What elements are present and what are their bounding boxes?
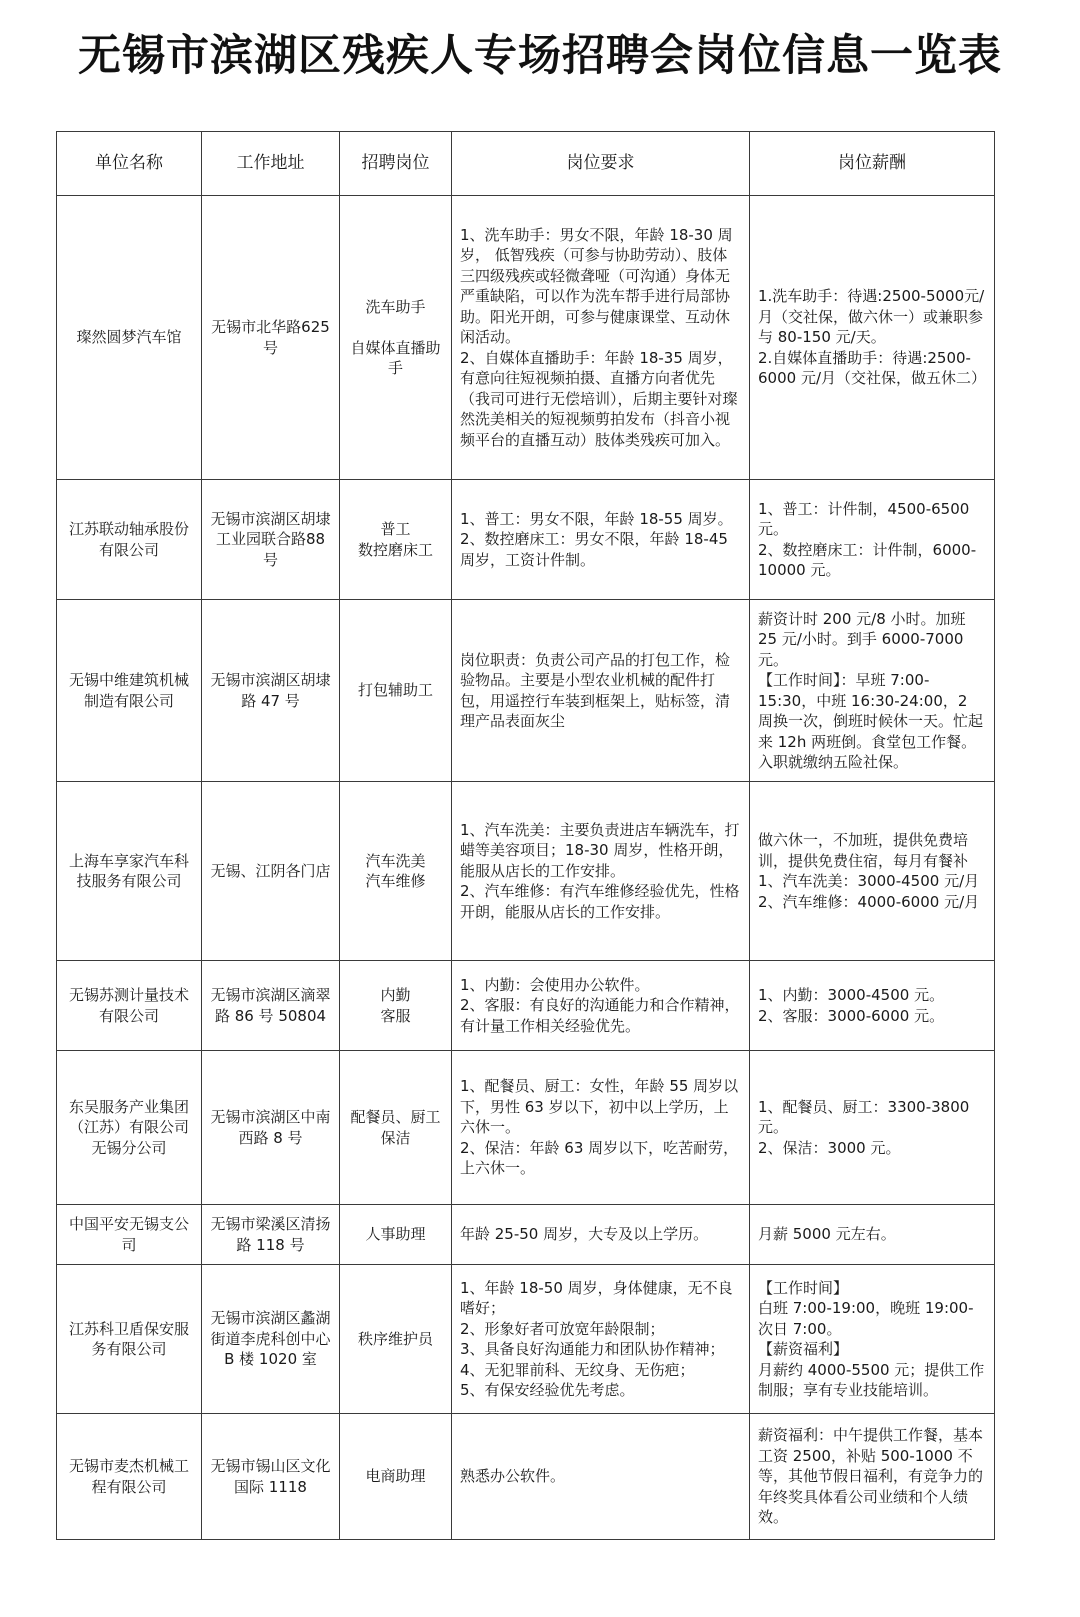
table-row [57,1051,995,1205]
requirements-cell: 1、配餐员、厨工：女性，年龄 55 周岁以下，男性 63 岁以下，初中以上学历，上六休一。 2、保洁：年龄 63 周岁以下，吃苦耐劳，上六休一。 [452,1051,750,1205]
salary-cell: 1、配餐员、厨工：3300-3800 元。 2、保洁：3000 元。 [750,1051,995,1205]
address-cell: 无锡市梁溪区清扬路 118 号 [202,1205,340,1265]
address-cell: 无锡、江阴各门店 [202,782,340,961]
position-cell: 人事助理 [340,1205,452,1265]
company-cell: 无锡市麦杰机械工程有限公司 [57,1414,202,1540]
position-cell: 秩序维护员 [340,1265,452,1414]
address-cell: 无锡市北华路625号 [202,196,340,480]
header-address: 工作地址 [202,132,340,196]
company-cell: 上海车享家汽车科技服务有限公司 [57,782,202,961]
position-cell: 内勤 客服 [340,961,452,1051]
salary-cell: 薪资计时 200 元/8 小时。加班 25 元/小时。到手 6000-7000 元。 【工作时间】：早班 7:00-15:30，中班 16:30-24:00，2 周换一次，倒班时候休一天。忙起来 12h 两班倒。食堂包工作餐。入职就缴纳五险社保。 [750,600,995,782]
requirements-cell: 岗位职责：负责公司产品的打包工作，检验物品。主要是小型农业机械的配件打包，用遥控行车装到框架上，贴标签，清理产品表面灰尘 [452,600,750,782]
header-salary: 岗位薪酬 [750,132,995,196]
salary-cell: 薪资福利：中午提供工作餐，基本工资 2500，补贴 500-1000 不等，其他节假日福利，有竞争力的年终奖具体看公司业绩和个人绩效。 [750,1414,995,1540]
position-cell: 电商助理 [340,1414,452,1540]
salary-cell: 【工作时间】 白班 7:00-19:00，晚班 19:00-次日 7:00。 【薪资福利】 月薪约 4000-5500 元；提供工作制服；享有专业技能培训。 [750,1265,995,1414]
salary-cell: 1、普工：计件制，4500-6500 元。 2、数控磨床工：计件制，6000-10000 元。 [750,480,995,600]
requirements-cell: 1、洗车助手：男女不限，年龄 18-30 周岁， 低智残疾（可参与协助劳动）、肢体三四级残疾或轻微聋哑（可沟通）身体无严重缺陷，可以作为洗车帮手进行局部协助。阳光开朗，可参与健康课堂、互动休闲活动。 2、自媒体直播助手：年龄 18-35 周岁，有意向往短视频拍摄、直播方向者优先（我司可进行无偿培训），后期主要针对璨然洗美相关的短视频剪拍发布（抖音小视频平台的直播互动）肢体类残疾可加入。 [452,196,750,480]
requirements-cell: 1、内勤：会使用办公软件。 2、客服：有良好的沟通能力和合作精神，有计量工作相关经验优先。 [452,961,750,1051]
job-table [56,131,995,1540]
requirements-cell: 1、汽车洗美：主要负责进店车辆洗车，打蜡等美容项目；18-30 周岁，性格开朗，能服从店长的工作安排。 2、汽车维修：有汽车维修经验优先，性格开朗，能服从店长的工作安排。 [452,782,750,961]
address-cell: 无锡市锡山区文化国际 1118 [202,1414,340,1540]
company-cell: 江苏联动轴承股份有限公司 [57,480,202,600]
position-cell: 洗车助手 自媒体直播助手 [340,196,452,480]
salary-cell: 做六休一，不加班，提供免费培训，提供免费住宿，每月有餐补 1、汽车洗美：3000-4500 元/月 2、汽车维修：4000-6000 元/月 [750,782,995,961]
company-cell: 无锡苏测计量技术有限公司 [57,961,202,1051]
table-row [57,480,995,600]
requirements-cell: 年龄 25-50 周岁，大专及以上学历。 [452,1205,750,1265]
position-cell: 汽车洗美 汽车维修 [340,782,452,961]
page-title: 无锡市滨湖区残疾人专场招聘会岗位信息一览表 [78,31,1002,81]
address-cell: 无锡市滨湖区中南西路 8 号 [202,1051,340,1205]
salary-cell: 1.洗车助手：待遇:2500-5000元/月（交社保，做六休一）或兼职参与 80-150 元/天。 2.自媒体直播助手：待遇:2500-6000 元/月（交社保，做五休二） [750,196,995,480]
table-row [57,782,995,961]
salary-cell: 月薪 5000 元左右。 [750,1205,995,1265]
company-cell: 中国平安无锡支公司 [57,1205,202,1265]
position-cell: 打包辅助工 [340,600,452,782]
address-cell: 无锡市滨湖区蠡湖街道李虎科创中心 B 楼 1020 室 [202,1265,340,1414]
position-cell: 普工 数控磨床工 [340,480,452,600]
header-position: 招聘岗位 [340,132,452,196]
table-row [57,1205,995,1265]
table-row [57,1265,995,1414]
position-cell: 配餐员、厨工 保洁 [340,1051,452,1205]
header-row [57,132,995,196]
requirements-cell: 1、普工：男女不限，年龄 18-55 周岁。 2、数控磨床工：男女不限，年龄 18-45 周岁，工资计件制。 [452,480,750,600]
table-row [57,196,995,480]
header-company: 单位名称 [57,132,202,196]
table-row [57,961,995,1051]
company-cell: 东吴服务产业集团（江苏）有限公司无锡分公司 [57,1051,202,1205]
company-cell: 无锡中维建筑机械制造有限公司 [57,600,202,782]
table-row [57,1414,995,1540]
company-cell: 江苏科卫盾保安服务有限公司 [57,1265,202,1414]
salary-cell: 1、内勤：3000-4500 元。 2、客服：3000-6000 元。 [750,961,995,1051]
header-requirements: 岗位要求 [452,132,750,196]
requirements-cell: 1、年龄 18-50 周岁，身体健康，无不良嗜好； 2、形象好者可放宽年龄限制； 3、具备良好沟通能力和团队协作精神； 4、无犯罪前科、无纹身、无伤疤； 5、有保安经验优先考虑。 [452,1265,750,1414]
requirements-cell: 熟悉办公软件。 [452,1414,750,1540]
address-cell: 无锡市滨湖区滴翠路 86 号 50804 [202,961,340,1051]
company-cell: 璨然圆梦汽车馆 [57,196,202,480]
address-cell: 无锡市滨湖区胡埭路 47 号 [202,600,340,782]
table-row [57,600,995,782]
address-cell: 无锡市滨湖区胡埭工业园联合路88号 [202,480,340,600]
